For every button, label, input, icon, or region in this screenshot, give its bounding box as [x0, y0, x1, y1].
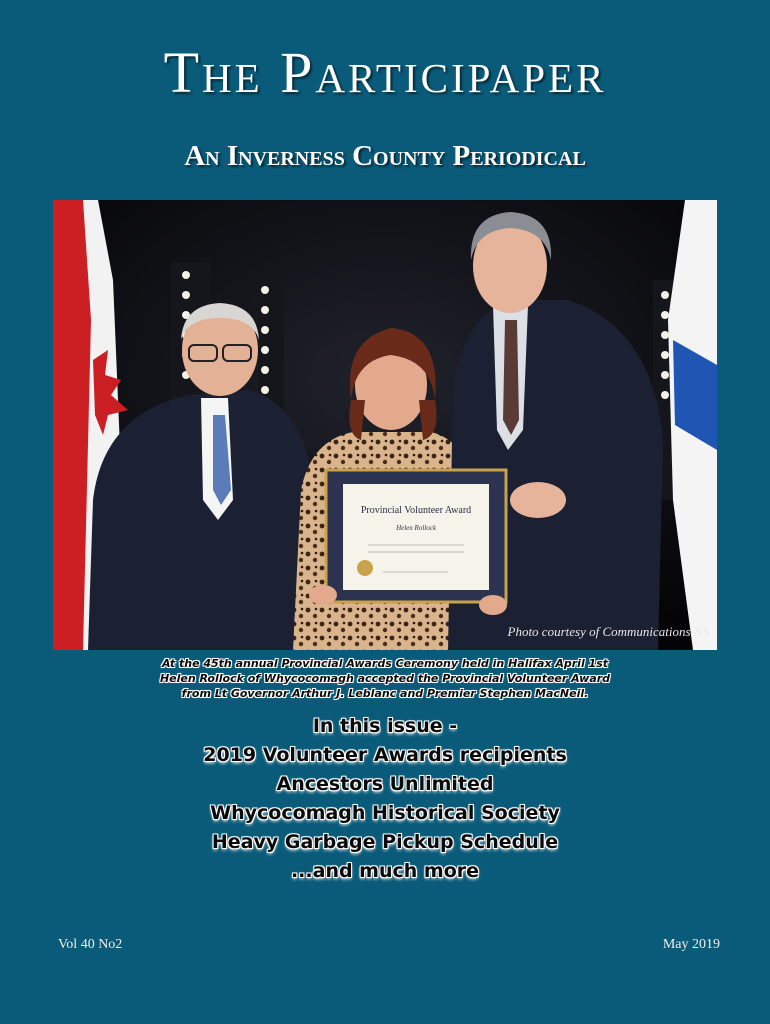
- caption-line: Helen Rollock of Whycocomagh accepted the Provincial Volunteer Award: [159, 672, 611, 685]
- caption-line: At the 45th annual Provincial Awards Ceremony held in Halifax April 1st: [161, 657, 609, 670]
- issue-item: 2019 Volunteer Awards recipients: [203, 744, 567, 766]
- in-this-issue-list: [0, 712, 770, 886]
- magazine-title: The Participaper: [163, 40, 607, 105]
- cover-photo: [53, 200, 717, 650]
- issue-heading: In this issue -: [312, 715, 458, 737]
- volume-number: Vol 40 No2: [58, 937, 123, 952]
- certificate-name: Helen Rollock: [396, 524, 436, 532]
- issue-item: Whycocomagh Historical Society: [210, 802, 560, 824]
- issue-date: May 2019: [662, 937, 720, 952]
- award-certificate: [326, 470, 506, 602]
- issue-item: Ancestors Unlimited: [276, 773, 494, 795]
- issue-item: Heavy Garbage Pickup Schedule: [211, 831, 559, 853]
- magazine-subtitle: An Inverness County Periodical: [184, 140, 586, 172]
- issue-item: ...and much more: [290, 860, 480, 882]
- photo-caption: [0, 656, 770, 701]
- certificate-title: Provincial Volunteer Award: [360, 505, 472, 516]
- caption-line: from Lt Governor Arthur J. Leblanc and Premier Stephen MacNeil.: [181, 687, 589, 700]
- photo-credit: Photo courtesy of Communications NS: [507, 624, 709, 639]
